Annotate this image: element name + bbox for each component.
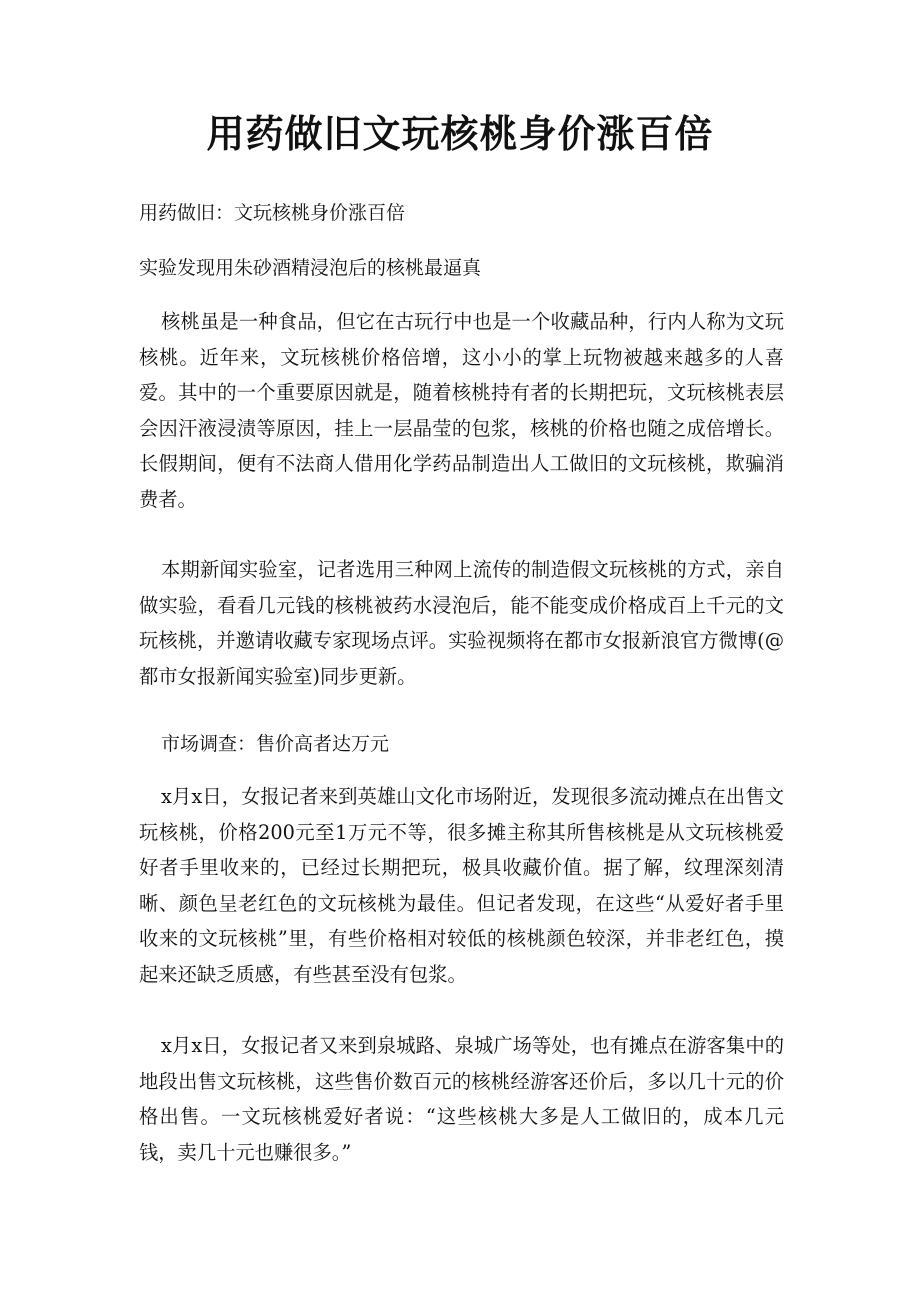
body-paragraph: x月x日，女报记者来到英雄山文化市场附近，发现很多流动摊点在出售文玩核桃，价格200元至1万元不等，很多摊主称其所售核桃是从文玩核桃爱好者手里收来的，已经过长期把玩，极具收藏价值。据了解，纹理深刻清晰、颜色呈老红色的文玩核桃为最佳。但记者发现，在这些“从爱好者手里收来的文玩核桃”里，有些价格相对较低的核桃颜色较深，并非老红色，摸起来还缺乏质感，有些甚至没有包浆。 — [139, 785, 784, 986]
body-paragraph: x月x日，女报记者又来到泉城路、泉城广场等处，也有摊点在游客集中的地段出售文玩核桃，这些售价数百元的核桃经游客还价后，多以几十元的价格出售。一文玩核桃爱好者说：“这些核桃大多是人工做旧的，成本几元钱，卖几十元也赚很多。” — [139, 1034, 784, 1164]
body-paragraph: 本期新闻实验室，记者选用三种网上流传的制造假文玩核桃的方式，亲自做实验，看看几元钱的核桃被药水浸泡后，能不能变成价格成百上千元的文玩核桃，并邀请收藏专家现场点评。实验视频将在都市女报新浪官方微博(@都市女报新闻实验室)同步更新。 — [139, 558, 784, 688]
subtitle-line: 实验发现用朱砂酒精浸泡后的核桃最逼真 — [139, 257, 482, 279]
lead-line: 用药做旧：文玩核桃身价涨百倍 — [139, 202, 406, 224]
body-paragraph: 核桃虽是一种食品，但它在古玩行中也是一个收藏品种，行内人称为文玩核桃。近年来，文玩核桃价格倍增，这小小的掌上玩物被越来越多的人喜爱。其中的一个重要原因就是，随着核桃持有者的长期把玩，文玩核桃表层会因汗液浸渍等原因，挂上一层晶莹的包浆，核桃的价格也随之成倍增长。长假期间，便有不法商人借用化学药品制造出人工做旧的文玩核桃，欺骗消费者。 — [139, 310, 784, 511]
document-title: 用药做旧文玩核桃身价涨百倍 — [206, 112, 714, 156]
section-heading: 市场调查：售价高者达万元 — [161, 733, 390, 755]
